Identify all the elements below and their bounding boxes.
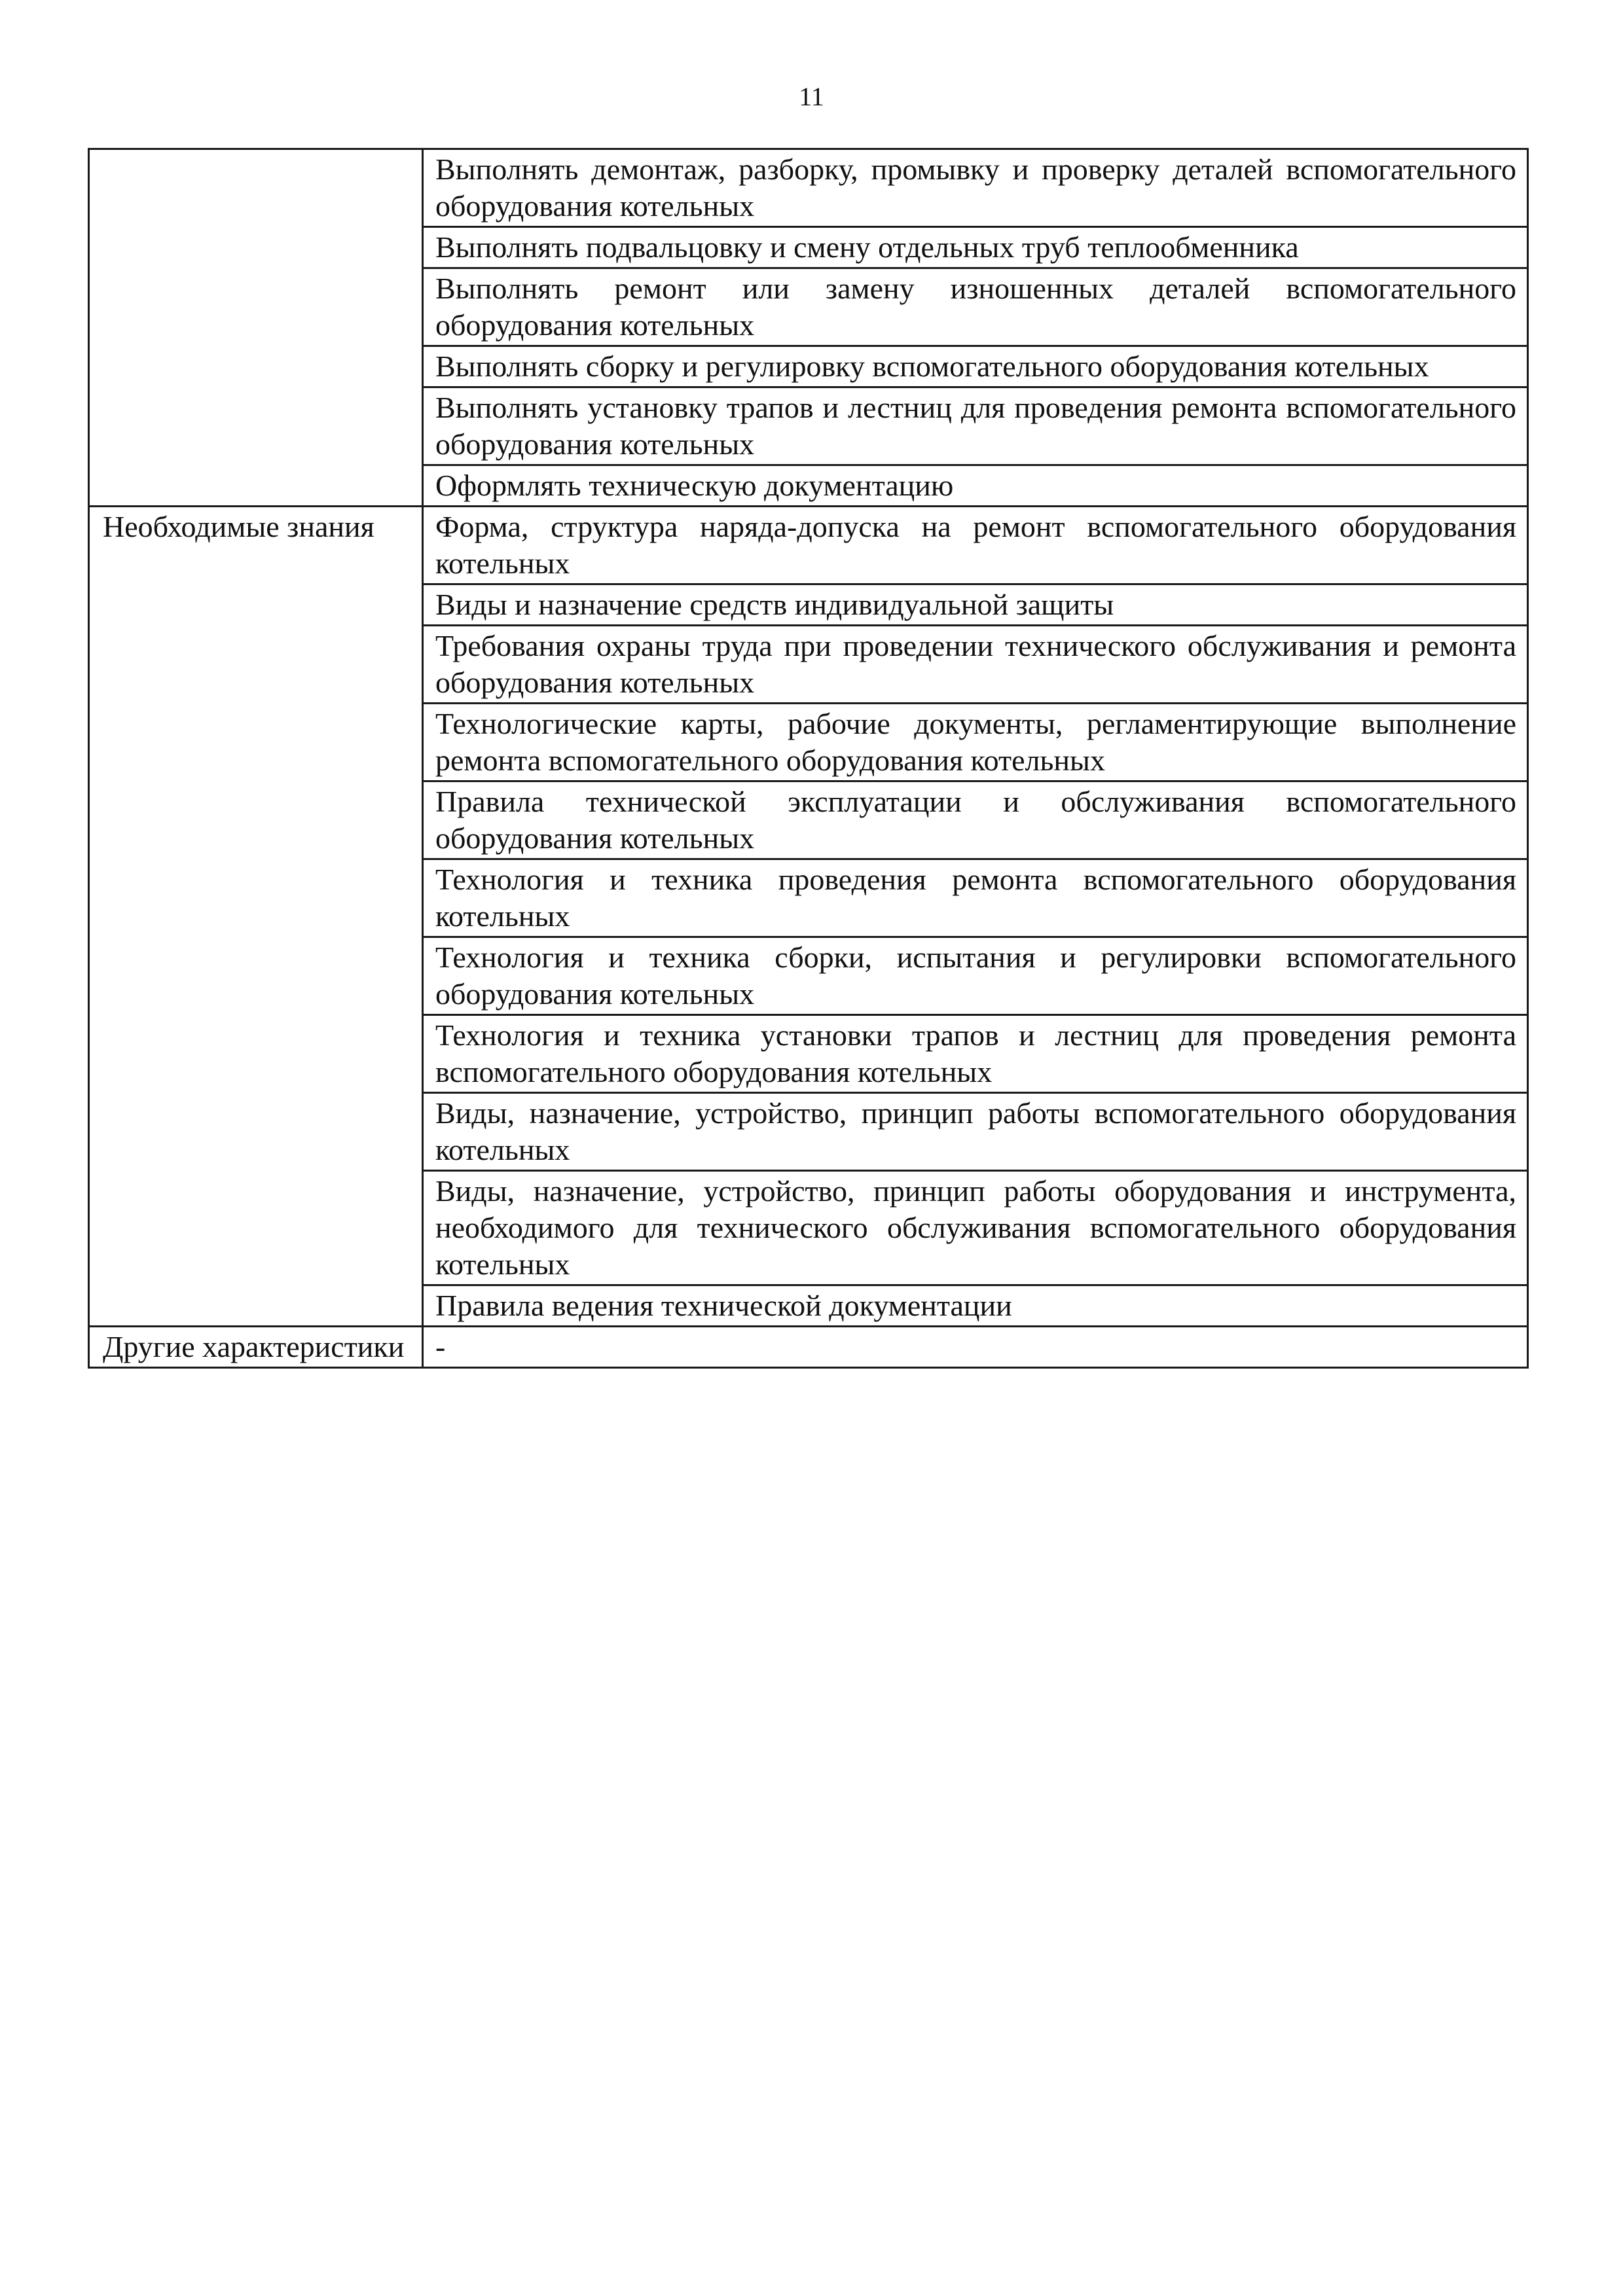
knowledge-item: Технология и техника проведения ремонта вспомогательного оборудования котельных [423,859,1528,937]
skills-label-cell [89,149,423,507]
skills-item: Выполнять подвальцовку и смену отдельных труб теплообменника [423,227,1528,268]
skills-item: Выполнять сборку и регулировку вспомогательного оборудования котельных [423,346,1528,387]
table-row [89,1327,1528,1368]
knowledge-item: Требования охраны труда при проведении технического обслуживания и ремонта оборудования котельных [423,626,1528,704]
skills-item: Выполнять установку трапов и лестниц для проведения ремонта вспомогательного оборудования котельных [423,387,1528,465]
knowledge-item: Правила ведения технической документации [423,1285,1528,1327]
other-value: - [423,1327,1528,1368]
knowledge-item: Технология и техника установки трапов и лестниц для проведения ремонта вспомогательного оборудования котельных [423,1015,1528,1093]
knowledge-item: Виды и назначение средств индивидуальной защиты [423,584,1528,626]
other-label: Другие характеристики [89,1327,423,1368]
knowledge-item: Технология и техника сборки, испытания и регулировки вспомогательного оборудования котельных [423,937,1528,1015]
requirements-table [88,148,1529,1369]
table-row [89,149,1528,227]
skills-item: Выполнять ремонт или замену изношенных деталей вспомогательного оборудования котельных [423,268,1528,346]
skills-item: Оформлять техническую документацию [423,465,1528,507]
knowledge-item: Виды, назначение, устройство, принцип работы оборудования и инструмента, необходимого для технического обслуживания вспомогательного оборудования котельных [423,1171,1528,1285]
knowledge-label: Необходимые знания [89,507,423,1327]
knowledge-item: Технологические карты, рабочие документы, регламентирующие выполнение ремонта вспомогательного оборудования котельных [423,704,1528,781]
table-row [89,507,1528,584]
skills-item: Выполнять демонтаж, разборку, промывку и проверку деталей вспомогательного оборудования котельных [423,149,1528,227]
page-number: 11 [799,82,824,111]
knowledge-item: Форма, структура наряда-допуска на ремонт вспомогательного оборудования котельных [423,507,1528,584]
knowledge-item: Правила технической эксплуатации и обслуживания вспомогательного оборудования котельных [423,781,1528,859]
knowledge-item: Виды, назначение, устройство, принцип работы вспомогательного оборудования котельных [423,1093,1528,1171]
